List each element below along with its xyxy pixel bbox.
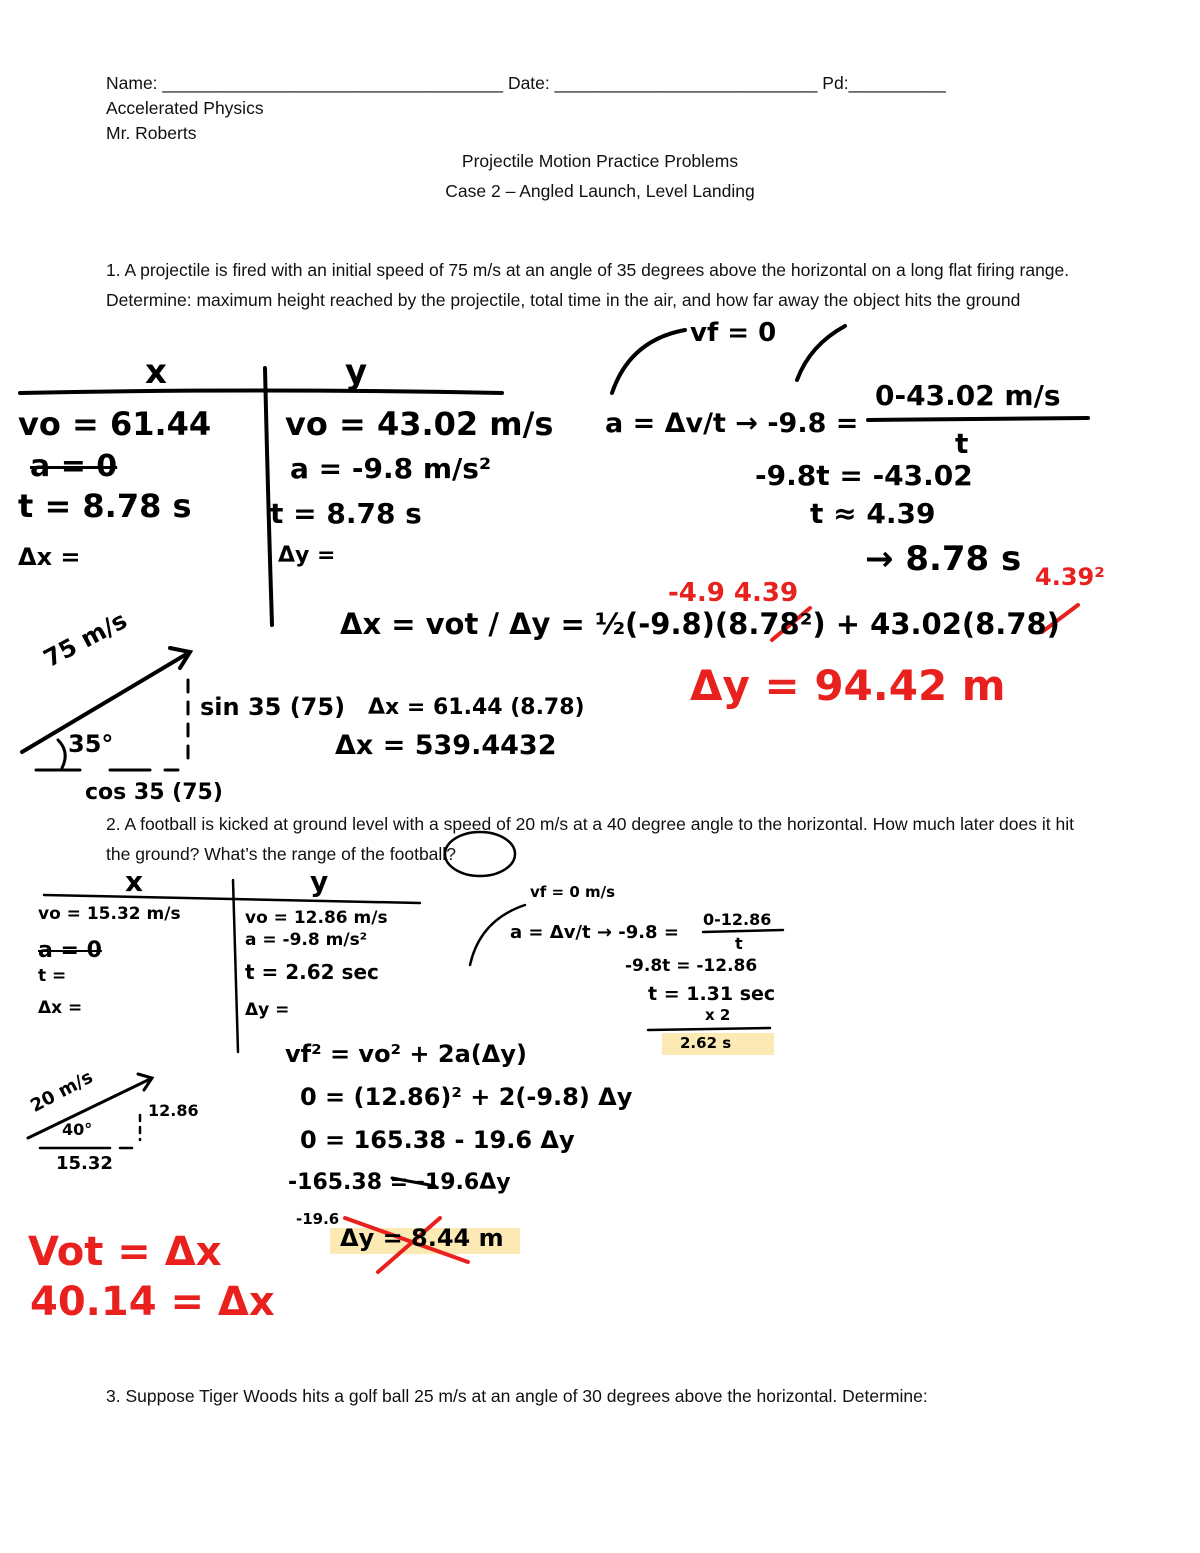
- hw-q2-frac-top: 0-12.86: [703, 910, 772, 929]
- hw-q1-red-substitution: -4.9 4.39: [668, 578, 799, 608]
- hw-q1-vf: vf = 0: [690, 318, 777, 348]
- question-2: [106, 809, 1096, 869]
- hw-q1-y-a: a = -9.8 m/s²: [290, 452, 492, 485]
- hw-q2-y-vo: vo = 12.86 m/s: [245, 908, 388, 928]
- question-3: [106, 1381, 1096, 1411]
- hw-q1-dx-calc: Δx = 61.44 (8.78): [368, 695, 585, 720]
- hw-q1-x-a: a = 0: [30, 449, 118, 484]
- hw-q1-eq-a: a = Δv/t → -9.8 =: [605, 408, 859, 439]
- hw-q2-frac-bot: t: [735, 934, 743, 953]
- hw-q2-triangle-adjacent: 15.32: [56, 1153, 113, 1174]
- hw-q1-eq-line4: → 8.78 s: [865, 539, 1022, 579]
- hw-q2-eq-line4: x 2: [705, 1006, 731, 1024]
- hw-q1-frac-bot: t: [955, 427, 969, 460]
- hw-q2-kinematic-5: -19.6: [296, 1210, 340, 1228]
- course-name: Accelerated Physics: [106, 98, 264, 118]
- hw-q1-dx-answer: Δx = 539.4432: [335, 730, 557, 761]
- hw-x-column-header: x: [145, 352, 167, 392]
- date-field: Date: ___________________________: [507, 73, 818, 93]
- hw-q2-x-vo: vo = 15.32 m/s: [38, 904, 181, 924]
- period-field: Pd:__________: [822, 73, 946, 93]
- hw-q2-y-t: t = 2.62 sec: [245, 960, 379, 984]
- question-number: 1.: [106, 260, 121, 280]
- hw-q2-red-range-answer: 40.14 = Δx: [30, 1279, 275, 1325]
- hw-q2-vf: vf = 0 m/s: [530, 883, 616, 901]
- hw-q2-triangle-angle: 40°: [62, 1120, 93, 1139]
- hw-q1-triangle-sin: sin 35 (75): [200, 693, 346, 721]
- hw-q1-frac-top: 0-43.02 m/s: [875, 379, 1061, 412]
- hw-q2-triangle-speed: 20 m/s: [27, 1066, 97, 1117]
- hw-q2-kinematic-1: vf² = vo² + 2a(Δy): [285, 1040, 527, 1068]
- hw-q1-triangle-angle: 35°: [68, 730, 114, 758]
- hw-q2-x-dx: Δx =: [38, 998, 83, 1018]
- hw-q1-dy-answer: Δy = 94.42 m: [690, 661, 1006, 710]
- hw-q1-x-t: t = 8.78 s: [18, 487, 192, 525]
- hw-q1-y-vo: vo = 43.02 m/s: [285, 405, 554, 443]
- page-title: Projectile Motion Practice Problems: [461, 151, 739, 171]
- hw-q2-kinematic-3: 0 = 165.38 - 19.6 Δy: [300, 1126, 575, 1154]
- question-text: Suppose Tiger Woods hits a golf ball 25 m/s at an angle of 30 degrees above the horizontal. Determine:: [125, 1386, 928, 1406]
- hw-q2-kinematic-4: -165.38 = -19.6Δy: [288, 1170, 511, 1195]
- question-number: 3.: [106, 1386, 121, 1406]
- hw-q1-triangle-cos: cos 35 (75): [85, 780, 223, 805]
- hw-q2-eq-line5: 2.62 s: [680, 1034, 732, 1052]
- hw-q1-y-dy: Δy =: [278, 543, 336, 568]
- hw-q1-y-t: t = 8.78 s: [270, 497, 422, 530]
- page-subtitle: Case 2 – Angled Launch, Level Landing: [445, 181, 755, 201]
- hw-q2-x-a: a = 0: [38, 938, 102, 963]
- hw-q2-eq-line3: t = 1.31 sec: [648, 983, 776, 1005]
- hw-q1-triangle-speed: 75 m/s: [39, 606, 132, 673]
- hw-q1-eq-line3: t ≈ 4.39: [810, 497, 936, 530]
- hw-q1-eq-line2: -9.8t = -43.02: [755, 459, 973, 492]
- question-text: A projectile is fired with an initial speed of 75 m/s at an angle of 35 degrees above the horizontal on a long flat firing range. Determine: maximum height reached by the projectile, total time in the air, and how far away the object hits the ground: [106, 260, 1070, 310]
- hw-y-column-header: y: [310, 865, 329, 898]
- question-text: A football is kicked at ground level with a speed of 20 m/s at a 40 degree angle to the horizontal. How much later does it hit the ground? What’s the range of the football?: [106, 814, 1074, 864]
- hw-y-column-header: y: [345, 352, 368, 392]
- hw-q2-y-a: a = -9.8 m/s²: [245, 930, 368, 950]
- hw-q2-y-dy: Δy =: [245, 1000, 290, 1020]
- hw-q2-x-t: t =: [38, 966, 67, 986]
- hw-q1-dx-dy-equations: Δx = vot / Δy = ½(-9.8)(8.78²) + 43.02(8.78): [340, 607, 1060, 641]
- hw-q1-red-squared: 4.39²: [1035, 563, 1105, 591]
- hw-q2-kinematic-2: 0 = (12.86)² + 2(-9.8) Δy: [300, 1083, 633, 1111]
- question-number: 2.: [106, 814, 121, 834]
- tchart-horizontal-line: [20, 391, 502, 394]
- hw-q1-x-dx: Δx =: [18, 543, 81, 571]
- teacher-name: Mr. Roberts: [106, 123, 197, 143]
- hw-q2-eq-line2: -9.8t = -12.86: [625, 956, 758, 976]
- hw-q2-red-range-eq: Vot = Δx: [28, 1229, 222, 1275]
- question-1: [106, 255, 1096, 315]
- hw-q2-kinematic-6: Δy = 8.44 m: [340, 1224, 504, 1252]
- name-field: Name: ___________________________________: [106, 73, 504, 93]
- hw-q1-x-vo: vo = 61.44: [18, 405, 212, 443]
- hw-q2-eq-a: a = Δv/t → -9.8 =: [510, 922, 679, 943]
- hw-x-column-header: x: [125, 865, 144, 898]
- hw-q2-triangle-opposite: 12.86: [148, 1101, 199, 1120]
